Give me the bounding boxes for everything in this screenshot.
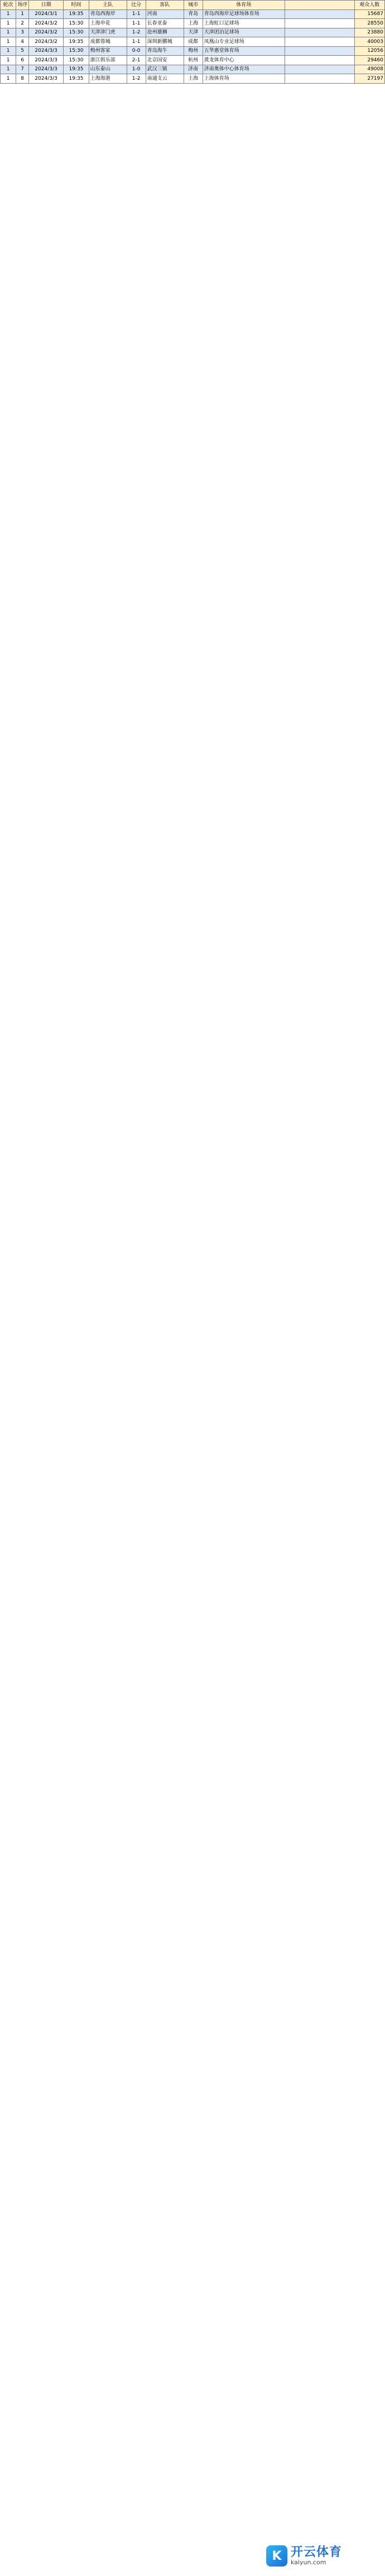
cell-date: 2024/3/3 (28, 65, 63, 74)
cell-attendance: 29460 (354, 56, 384, 65)
cell-city: 青岛 (184, 9, 203, 19)
cell-attendance: 28550 (354, 19, 384, 28)
cell-score: 1-0 (127, 65, 146, 74)
table-row (1, 37, 385, 47)
cell-score: 1-1 (127, 9, 146, 19)
table-header (1, 1, 385, 10)
cell-score: 1-2 (127, 74, 146, 84)
cell-blank (285, 65, 354, 74)
cell-away-team: 北京国安 (146, 56, 184, 65)
cell-round: 1 (1, 9, 16, 19)
cell-match-no: 1 (16, 9, 29, 19)
watermark-logo-icon: K (266, 2545, 287, 2567)
header-round: 轮次 (1, 1, 16, 10)
cell-time: 19:35 (64, 74, 89, 84)
cell-time: 19:35 (64, 65, 89, 74)
table-body (1, 9, 385, 83)
cell-time: 19:35 (64, 9, 89, 19)
cell-date: 2024/3/2 (28, 28, 63, 37)
header-time: 时间 (64, 1, 89, 10)
cell-blank (285, 56, 354, 65)
table-row (1, 19, 385, 28)
cell-date: 2024/3/3 (28, 56, 63, 65)
cell-venue: 凤凰山专业足球场 (203, 37, 285, 47)
cell-attendance: 49008 (354, 65, 384, 74)
cell-city: 天津 (184, 28, 203, 37)
watermark-text (291, 2546, 342, 2566)
cell-venue: 五华惠堂体育场 (203, 46, 285, 56)
cell-away-team: 南通支云 (146, 74, 184, 84)
table-row (1, 74, 385, 84)
cell-match-no: 6 (16, 56, 29, 65)
cell-score: 0-0 (127, 46, 146, 56)
table-row (1, 65, 385, 74)
cell-home-team: 天津津门虎 (89, 28, 127, 37)
cell-venue: 上海虹口足球场 (203, 19, 285, 28)
cell-city: 梅州 (184, 46, 203, 56)
cell-city: 杭州 (184, 56, 203, 65)
cell-date: 2024/3/2 (28, 37, 63, 47)
cell-home-team: 山东泰山 (89, 65, 127, 74)
header-blank (285, 1, 354, 10)
cell-blank (285, 46, 354, 56)
cell-home-team: 成都蓉城 (89, 37, 127, 47)
cell-match-no: 2 (16, 19, 29, 28)
cell-away-team: 长春亚泰 (146, 19, 184, 28)
cell-attendance: 23880 (354, 28, 384, 37)
cell-blank (285, 19, 354, 28)
header-score: 比分 (127, 1, 146, 10)
cell-blank (285, 9, 354, 19)
cell-match-no: 8 (16, 74, 29, 84)
cell-round: 1 (1, 37, 16, 47)
cell-score: 1-2 (127, 28, 146, 37)
cell-city: 上海 (184, 74, 203, 84)
cell-score: 1-1 (127, 37, 146, 47)
cell-venue: 黄龙体育中心 (203, 56, 285, 65)
cell-home-team: 青岛西海岸 (89, 9, 127, 19)
watermark-url: kaiyun.com (291, 2559, 326, 2566)
cell-attendance: 40003 (354, 37, 384, 47)
header-date: 日期 (28, 1, 63, 10)
header-match-no: 场序 (16, 1, 29, 10)
cell-home-team: 梅州客家 (89, 46, 127, 56)
cell-round: 1 (1, 74, 16, 84)
cell-time: 15:30 (64, 19, 89, 28)
table-row (1, 28, 385, 37)
header-city: 城市 (184, 1, 203, 10)
cell-home-team: 上海海港 (89, 74, 127, 84)
table-row (1, 9, 385, 19)
cell-city: 上海 (184, 19, 203, 28)
cell-away-team: 武汉三镇 (146, 65, 184, 74)
cell-city: 成都 (184, 37, 203, 47)
cell-round: 1 (1, 46, 16, 56)
cell-match-no: 3 (16, 28, 29, 37)
cell-blank (285, 28, 354, 37)
cell-match-no: 7 (16, 65, 29, 74)
cell-round: 1 (1, 56, 16, 65)
header-venue: 体育场 (203, 1, 285, 10)
cell-time: 15:30 (64, 28, 89, 37)
fixtures-table (0, 0, 385, 84)
cell-home-team: 上海申花 (89, 19, 127, 28)
cell-home-team: 浙江俱乐部 (89, 56, 127, 65)
cell-blank (285, 37, 354, 47)
cell-round: 1 (1, 65, 16, 74)
cell-date: 2024/3/1 (28, 9, 63, 19)
cell-blank (285, 74, 354, 84)
header-row (1, 1, 385, 10)
watermark-brand: 开云体育 (291, 2545, 343, 2559)
watermark (266, 2545, 375, 2567)
header-attendance: 观众人数 (354, 1, 384, 10)
cell-date: 2024/3/3 (28, 74, 63, 84)
cell-time: 15:30 (64, 46, 89, 56)
cell-attendance: 15687 (354, 9, 384, 19)
cell-city: 济南 (184, 65, 203, 74)
table-row (1, 46, 385, 56)
header-away: 客队 (146, 1, 184, 10)
cell-venue: 上海体育场 (203, 74, 285, 84)
cell-match-no: 5 (16, 46, 29, 56)
cell-match-no: 4 (16, 37, 29, 47)
cell-attendance: 12056 (354, 46, 384, 56)
cell-away-team: 河南 (146, 9, 184, 19)
cell-venue: 天津团泊足球场 (203, 28, 285, 37)
cell-date: 2024/3/2 (28, 19, 63, 28)
table-row (1, 56, 385, 65)
cell-away-team: 青岛海牛 (146, 46, 184, 56)
cell-score: 1-1 (127, 19, 146, 28)
header-home: 主队 (89, 1, 127, 10)
cell-away-team: 沧州雄狮 (146, 28, 184, 37)
cell-score: 2-1 (127, 56, 146, 65)
cell-attendance: 27197 (354, 74, 384, 84)
cell-time: 19:35 (64, 37, 89, 47)
cell-round: 1 (1, 19, 16, 28)
cell-away-team: 深圳新鹏城 (146, 37, 184, 47)
cell-time: 15:30 (64, 56, 89, 65)
cell-venue: 青岛西海岸足球场体育场 (203, 9, 285, 19)
cell-round: 1 (1, 28, 16, 37)
cell-venue: 济南奥体中心体育场 (203, 65, 285, 74)
cell-date: 2024/3/3 (28, 46, 63, 56)
